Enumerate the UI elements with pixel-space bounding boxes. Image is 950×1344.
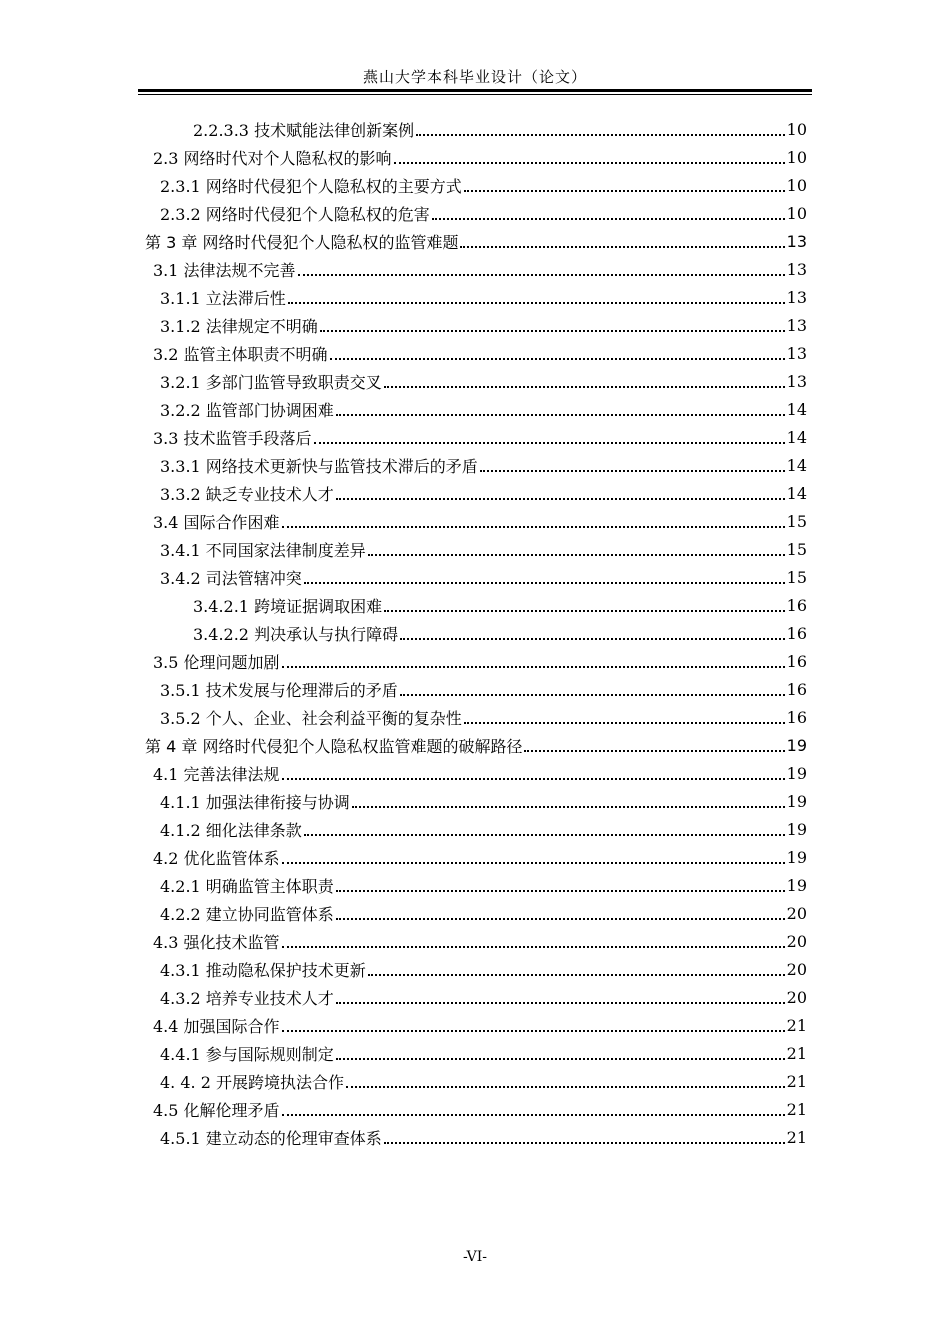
toc-dot-leader xyxy=(282,762,785,780)
toc-entry[interactable] xyxy=(145,843,807,871)
toc-entry-page: 13 xyxy=(786,343,807,363)
toc-dot-leader xyxy=(464,174,785,192)
toc-entry-title: 4.3.1 推动隐私保护技术更新 xyxy=(160,960,366,980)
toc-entry[interactable] xyxy=(145,255,807,283)
toc-dot-leader xyxy=(304,818,785,836)
toc-entry[interactable] xyxy=(145,1011,807,1039)
toc-dot-leader xyxy=(464,706,785,724)
toc-entry-page: 16 xyxy=(786,651,807,671)
toc-dot-leader xyxy=(524,734,784,752)
toc-entry[interactable] xyxy=(145,423,807,451)
toc-entry-title: 3.2.2 监管部门协调困难 xyxy=(160,400,334,420)
toc-dot-leader xyxy=(368,958,785,976)
toc-dot-leader xyxy=(336,986,785,1004)
toc-entry[interactable] xyxy=(145,1039,807,1067)
toc-entry-page: 20 xyxy=(786,987,807,1007)
toc-entry[interactable] xyxy=(145,675,807,703)
toc-entry[interactable] xyxy=(145,395,807,423)
toc-entry-page: 16 xyxy=(786,595,807,615)
toc-entry-title: 3.2 监管主体职责不明确 xyxy=(153,344,328,364)
toc-entry-page: 21 xyxy=(786,1043,807,1063)
toc-entry-page: 21 xyxy=(786,1015,807,1035)
toc-entry[interactable] xyxy=(145,899,807,927)
toc-entry-page: 15 xyxy=(786,539,807,559)
toc-dot-leader xyxy=(304,566,785,584)
toc-entry-title: 4.2.1 明确监管主体职责 xyxy=(160,876,334,896)
page-header-title: 燕山大学本科毕业设计（论文） xyxy=(362,68,587,86)
toc-entry-page: 14 xyxy=(786,399,807,419)
toc-entry[interactable] xyxy=(145,871,807,899)
toc-dot-leader xyxy=(282,1098,785,1116)
header-rule-thin xyxy=(138,94,812,95)
toc-entry[interactable] xyxy=(145,199,807,227)
header-rule-thick xyxy=(138,89,812,92)
toc-dot-leader xyxy=(394,146,785,164)
toc-entry[interactable] xyxy=(145,1123,807,1151)
toc-entry-page: 10 xyxy=(786,175,807,195)
toc-entry-title: 3.3.1 网络技术更新快与监管技术滞后的矛盾 xyxy=(160,456,478,476)
toc-dot-leader xyxy=(314,426,785,444)
toc-entry-title: 4.5 化解伦理矛盾 xyxy=(153,1100,280,1120)
toc-dot-leader xyxy=(352,790,785,808)
toc-dot-leader xyxy=(330,342,785,360)
toc-dot-leader xyxy=(282,1014,785,1032)
toc-dot-leader xyxy=(336,482,785,500)
toc-entry-page: 10 xyxy=(786,119,807,139)
toc-chapter-entry[interactable] xyxy=(145,227,807,255)
toc-entry[interactable] xyxy=(145,479,807,507)
toc-entry-title: 3.4.2 司法管辖冲突 xyxy=(160,568,302,588)
toc-dot-leader xyxy=(320,314,785,332)
toc-entry-page: 19 xyxy=(786,847,807,867)
toc-entry-page: 15 xyxy=(786,511,807,531)
toc-entry[interactable] xyxy=(145,451,807,479)
toc-entry[interactable] xyxy=(145,983,807,1011)
toc-entry-page: 21 xyxy=(786,1099,807,1119)
toc-entry-title: 3.5.1 技术发展与伦理滞后的矛盾 xyxy=(160,680,398,700)
toc-entry-title: 4.2 优化监管体系 xyxy=(153,848,280,868)
toc-entry-title: 4.1.2 细化法律条款 xyxy=(160,820,302,840)
toc-entry[interactable] xyxy=(145,647,807,675)
toc-entry[interactable] xyxy=(145,535,807,563)
toc-entry-page: 19 xyxy=(786,735,807,755)
toc-entry[interactable] xyxy=(145,171,807,199)
toc-entry[interactable] xyxy=(145,1067,807,1095)
toc-dot-leader xyxy=(384,594,785,612)
toc-entry[interactable] xyxy=(145,563,807,591)
toc-dot-leader xyxy=(384,370,785,388)
toc-entry-title: 3.3 技术监管手段落后 xyxy=(153,428,312,448)
toc-entry-page: 14 xyxy=(786,455,807,475)
toc-entry[interactable] xyxy=(145,759,807,787)
page-number: -VI- xyxy=(462,1249,488,1265)
toc-dot-leader xyxy=(282,650,785,668)
toc-entry[interactable] xyxy=(145,367,807,395)
toc-entry-page: 20 xyxy=(786,903,807,923)
toc-entry[interactable] xyxy=(145,591,807,619)
toc-dot-leader xyxy=(336,902,785,920)
toc-dot-leader xyxy=(282,846,785,864)
toc-dot-leader xyxy=(432,202,785,220)
toc-dot-leader xyxy=(298,258,785,276)
toc-entry-title: 2.3.1 网络时代侵犯个人隐私权的主要方式 xyxy=(160,176,462,196)
toc-entry[interactable] xyxy=(145,507,807,535)
toc-dot-leader xyxy=(336,1042,785,1060)
toc-entry-title: 第 3 章 网络时代侵犯个人隐私权的监管难题 xyxy=(145,232,459,252)
toc-entry-title: 4.2.2 建立协同监管体系 xyxy=(160,904,334,924)
toc-entry[interactable] xyxy=(145,787,807,815)
toc-dot-leader xyxy=(480,454,785,472)
toc-entry-title: 4.4.1 参与国际规则制定 xyxy=(160,1044,334,1064)
toc-entry-page: 10 xyxy=(786,147,807,167)
toc-entry-page: 13 xyxy=(786,259,807,279)
toc-entry[interactable] xyxy=(145,283,807,311)
toc-dot-leader xyxy=(336,398,785,416)
toc-entry-page: 21 xyxy=(786,1071,807,1091)
toc-entry-page: 19 xyxy=(786,875,807,895)
toc-dot-leader xyxy=(368,538,785,556)
toc-entry-title: 4.3.2 培养专业技术人才 xyxy=(160,988,334,1008)
toc-entry-page: 13 xyxy=(786,371,807,391)
toc-entry-page: 16 xyxy=(786,623,807,643)
toc-entry[interactable] xyxy=(145,927,807,955)
toc-entry-title: 3.5.2 个人、企业、社会利益平衡的复杂性 xyxy=(160,708,462,728)
toc-dot-leader xyxy=(460,230,784,248)
toc-entry[interactable] xyxy=(145,115,807,143)
toc-dot-leader xyxy=(384,1126,785,1144)
toc-entry-page: 20 xyxy=(786,931,807,951)
toc-entry-title: 4. 4. 2 开展跨境执法合作 xyxy=(160,1072,344,1092)
toc-entry-page: 13 xyxy=(786,231,807,251)
toc-dot-leader xyxy=(400,678,785,696)
toc-entry[interactable] xyxy=(145,955,807,983)
toc-entry-title: 4.3 强化技术监管 xyxy=(153,932,280,952)
toc-entry[interactable] xyxy=(145,703,807,731)
toc-entry-page: 19 xyxy=(786,763,807,783)
toc-entry-title: 3.4.2.2 判决承认与执行障碍 xyxy=(193,624,399,644)
toc-entry[interactable] xyxy=(145,1095,807,1123)
toc-entry-page: 19 xyxy=(786,791,807,811)
toc-entry[interactable] xyxy=(145,815,807,843)
toc-dot-leader xyxy=(400,622,785,640)
toc-entry[interactable] xyxy=(145,311,807,339)
toc-entry-title: 2.3.2 网络时代侵犯个人隐私权的危害 xyxy=(160,204,430,224)
toc-entry-title: 3.4.1 不同国家法律制度差异 xyxy=(160,540,366,560)
toc-entry-title: 3.5 伦理问题加剧 xyxy=(153,652,280,672)
toc-entry-title: 3.1.2 法律规定不明确 xyxy=(160,316,318,336)
toc-entry-page: 16 xyxy=(786,707,807,727)
toc-entry-page: 16 xyxy=(786,679,807,699)
toc-entry-page: 13 xyxy=(786,315,807,335)
toc-entry-title: 2.3 网络时代对个人隐私权的影响 xyxy=(153,148,392,168)
toc-chapter-entry[interactable] xyxy=(145,731,807,759)
toc-entry-title: 3.2.1 多部门监管导致职责交叉 xyxy=(160,372,382,392)
toc-entry[interactable] xyxy=(145,619,807,647)
toc-dot-leader xyxy=(346,1070,785,1088)
toc-entry-title: 4.5.1 建立动态的伦理审查体系 xyxy=(160,1128,382,1148)
toc-entry-page: 19 xyxy=(786,819,807,839)
toc-dot-leader xyxy=(416,118,785,136)
toc-entry-page: 13 xyxy=(786,287,807,307)
toc-entry-page: 15 xyxy=(786,567,807,587)
toc-dot-leader xyxy=(288,286,785,304)
toc-entry-title: 3.4 国际合作困难 xyxy=(153,512,280,532)
toc-entry-page: 14 xyxy=(786,427,807,447)
toc-entry-page: 21 xyxy=(786,1127,807,1147)
toc-entry-title: 3.3.2 缺乏专业技术人才 xyxy=(160,484,334,504)
toc-entry-title: 4.1.1 加强法律衔接与协调 xyxy=(160,792,350,812)
toc-entry-title: 4.1 完善法律法规 xyxy=(153,764,280,784)
toc-entry-page: 14 xyxy=(786,483,807,503)
toc-entry-title: 第 4 章 网络时代侵犯个人隐私权监管难题的破解路径 xyxy=(145,736,523,756)
toc-entry-page: 20 xyxy=(786,959,807,979)
table-of-contents xyxy=(145,115,807,1151)
toc-entry[interactable] xyxy=(145,339,807,367)
toc-entry-title: 3.1.1 立法滞后性 xyxy=(160,288,286,308)
toc-dot-leader xyxy=(336,874,785,892)
toc-entry-title: 2.2.3.3 技术赋能法律创新案例 xyxy=(193,120,415,140)
toc-entry-title: 3.4.2.1 跨境证据调取困难 xyxy=(193,596,383,616)
toc-dot-leader xyxy=(282,930,785,948)
toc-dot-leader xyxy=(282,510,785,528)
toc-entry-title: 3.1 法律法规不完善 xyxy=(153,260,296,280)
toc-entry[interactable] xyxy=(145,143,807,171)
toc-entry-title: 4.4 加强国际合作 xyxy=(153,1016,280,1036)
toc-entry-page: 10 xyxy=(786,203,807,223)
